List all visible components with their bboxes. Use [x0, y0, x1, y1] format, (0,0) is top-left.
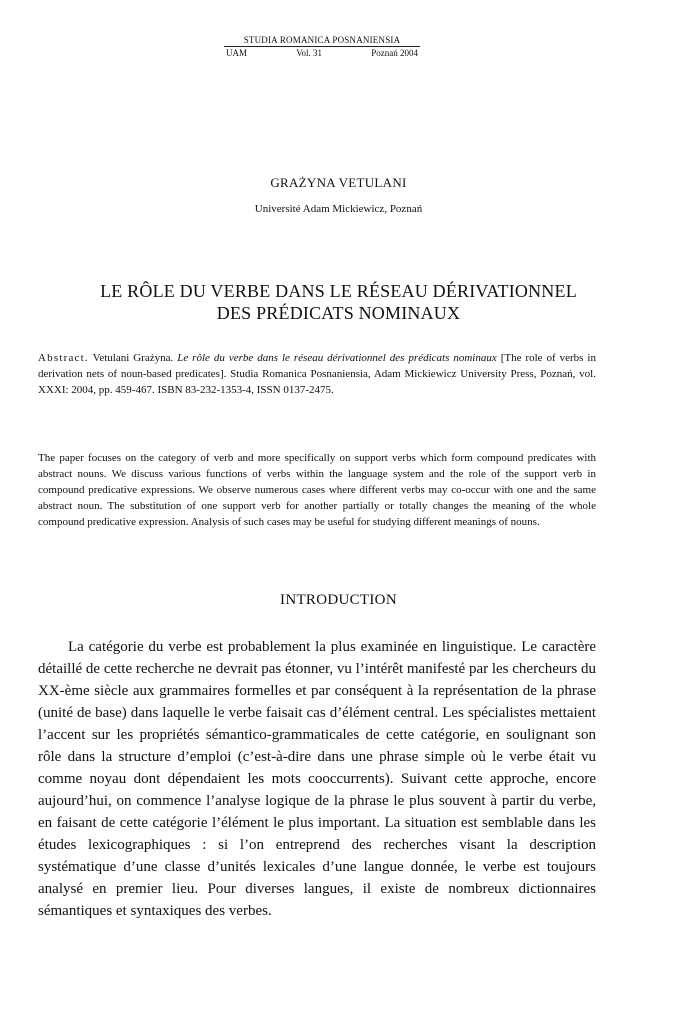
publisher: UAM	[226, 48, 248, 58]
abstract-title: Le rôle du verbe dans le réseau dérivationnel des prédicats nominaux	[177, 352, 497, 364]
abstract-author: Vetulani Grażyna.	[88, 352, 178, 364]
abstract-summary: The paper focuses on the category of verb and more specifically on support verbs which form compound predicates with abstract nouns. We discuss various functions of verbs within the language system and the role of the support verb in compound predicative expressions. We observe numerous cases where different verbs may co-occur with one and the same abstract noun. The substitution of one support verb for another partially or totally changes the meaning of the whole compound predicative expression. Analysis of such cases may be useful for studying different meanings of nouns.	[38, 452, 596, 528]
abstract-reference: [The role of verbs in derivation nets of noun-based predicates]. Studia Romanica Posnaniensia, Adam Mickiewicz University Press, Poznań, vol. XXXI: 2004, pp. 459-467. ISBN 83-232-1353-4, ISSN 0137-2475.	[38, 352, 596, 396]
header-meta	[224, 47, 420, 58]
author-affiliation: Université Adam Mickiewicz, Poznań	[254, 203, 423, 215]
section-heading: INTRODUCTION	[280, 592, 397, 608]
author-name: GRAŻYNA VETULANI	[270, 175, 407, 190]
title-line-2: DES PRÉDICATS NOMINAUX	[216, 303, 461, 323]
place-year: Poznań 2004	[371, 48, 418, 58]
abstract-label: Abstract.	[38, 352, 89, 364]
volume: Vol. 31	[296, 48, 323, 58]
title-line-1: LE RÔLE DU VERBE DANS LE RÉSEAU DÉRIVATIONNEL	[100, 281, 577, 301]
paper-title	[0, 280, 677, 324]
running-header	[224, 35, 420, 58]
abstract-citation	[38, 350, 596, 398]
journal-name: STUDIA ROMANICA POSNANIENSIA	[224, 35, 420, 47]
body-paragraph: La catégorie du verbe est probablement la plus examinée en linguistique. Le caractère détaillé de cette recherche ne devrait pas étonner, vu l’intérêt manifesté par les chercheurs du XX-ème siècle aux grammaires formelles et par conséquent à la représentation de la phrase (unité de base) dans laquelle le verbe faisait cas d’élément central. Les spécialistes mettaient l’accent sur les propriétés sémantico-grammaticales de cette catégorie, en soulignant son rôle dans la structure d’emploi (c’est-à-dire dans une phrase simple où le verbe était vu comme noyau dont dépendaient les mots cooccurrents). Suivant cette approche, encore aujourd’hui, on commence l’analyse logique de la phrase le plus souvent à partir du verbe, en faisant de cette catégorie l’élément le plus important. La situation est semblable dans les études lexicographiques : si l’on entreprend des recherches visant la description systématique d’une classe d’unités lexicales d’une langue donnée, le verbe est toujours analysé en premier lieu. Pour diverses langues, il existe de nombreux dictionnaires sémantiques et syntaxiques des verbes.	[38, 639, 596, 919]
